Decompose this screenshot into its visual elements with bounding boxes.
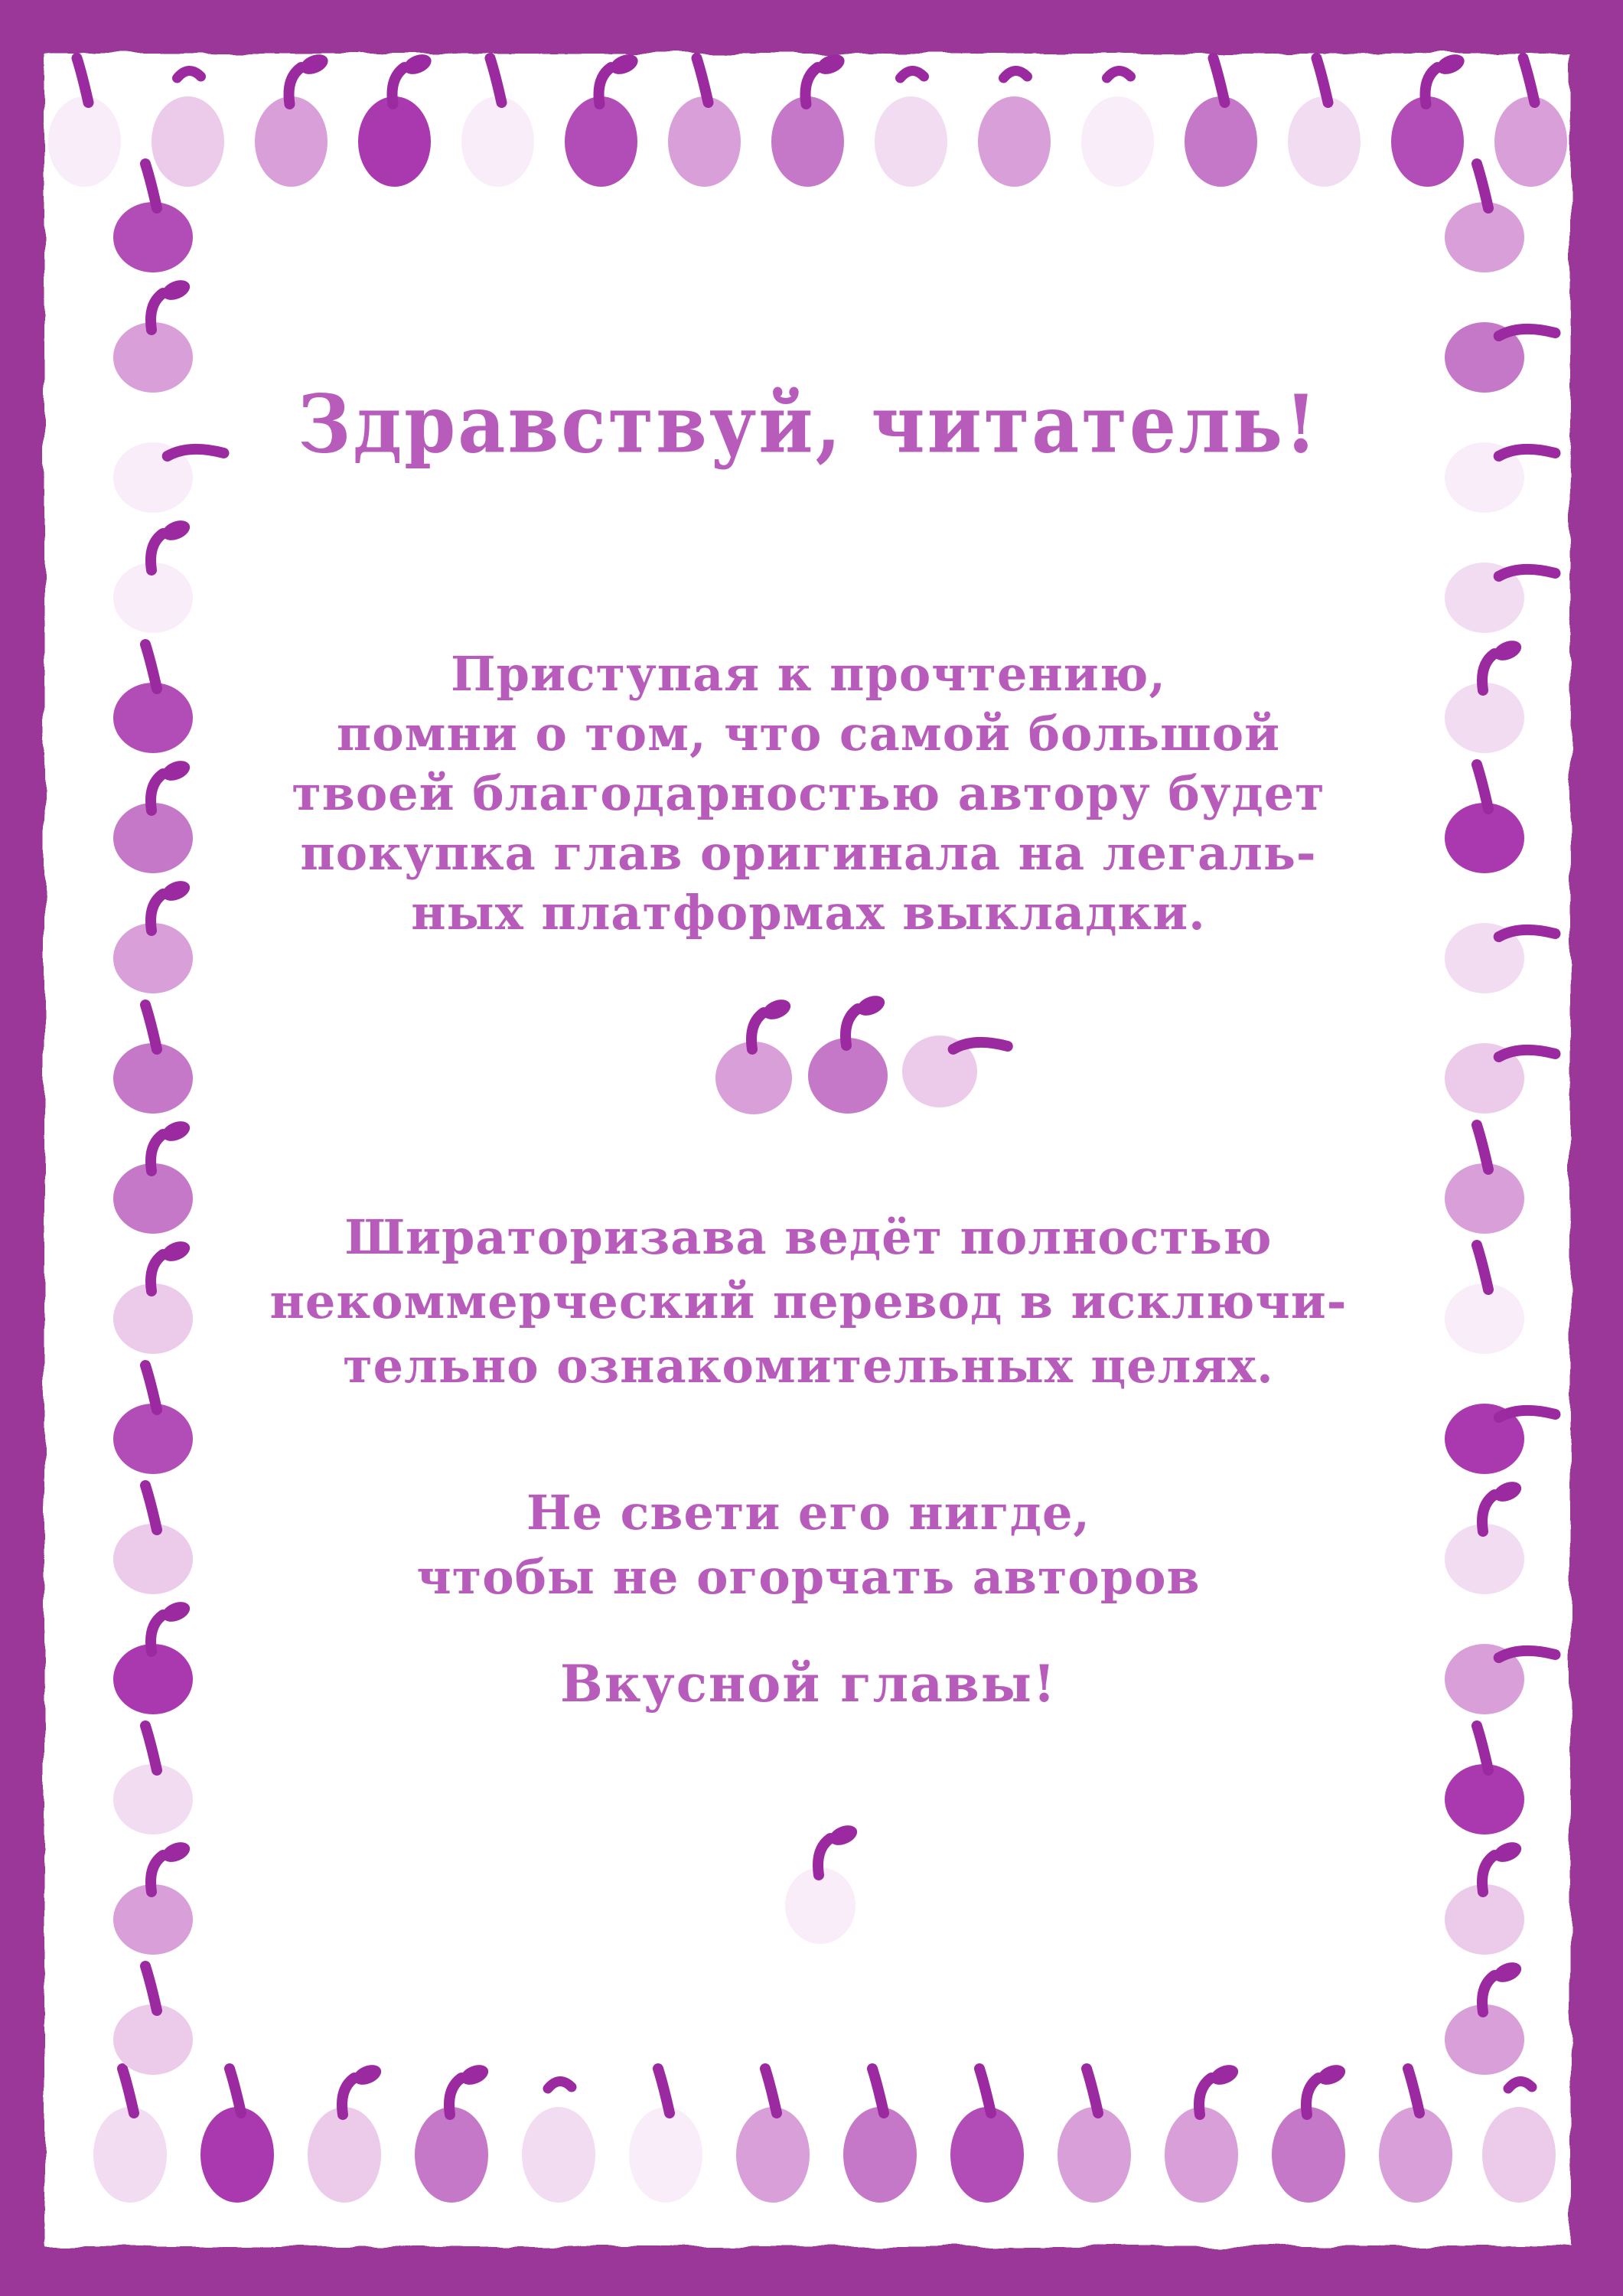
paragraph-line: покупка глав оригинала на легаль- <box>300 825 1317 881</box>
paragraph-noncommercial <box>48 1205 1569 1398</box>
page-title: Здравствуй, читатель! <box>297 377 1320 471</box>
paragraph-line: некоммерческий перевод в исключи- <box>269 1274 1348 1329</box>
paragraph-do-not-share <box>48 1481 1569 1609</box>
closing-wish: Вкусной главы! <box>560 1654 1057 1714</box>
paragraph-line: Не свети его нигде, <box>526 1485 1090 1541</box>
paragraph-line: чтобы не огорчать авторов <box>416 1549 1201 1605</box>
paragraph-line: помни о том, что самой большой <box>336 706 1281 762</box>
paragraph-line: Шираторизава ведёт полностью <box>344 1209 1273 1265</box>
paragraph-support-author <box>48 644 1569 943</box>
paragraph-line: Приступая к прочтению, <box>451 646 1166 702</box>
paragraph-line: ных платформах выкладки. <box>411 885 1206 941</box>
paragraph-line: тельно ознакомительных целях. <box>343 1338 1274 1394</box>
paragraph-line: твоей благодарностью автору будет <box>292 765 1325 821</box>
